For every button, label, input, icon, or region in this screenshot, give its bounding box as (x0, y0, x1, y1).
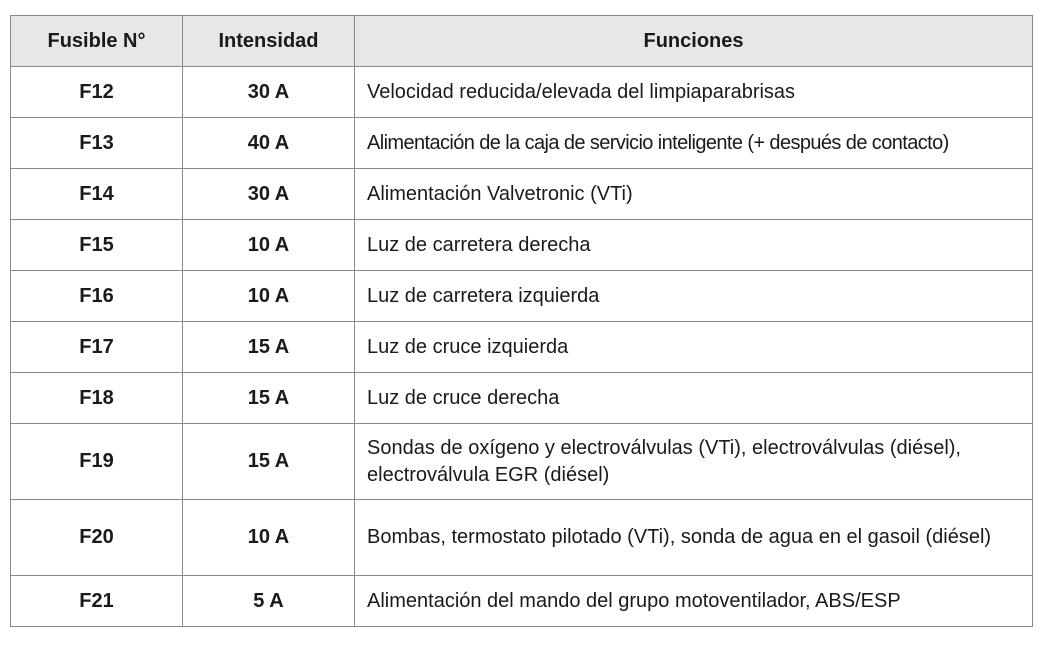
table-row (11, 169, 1033, 220)
amperage-cell: 40 A (183, 118, 355, 169)
amperage-cell: 30 A (183, 67, 355, 118)
fuse-number-cell: F12 (11, 67, 183, 118)
amperage-cell: 10 A (183, 220, 355, 271)
function-cell: Velocidad reducida/elevada del limpiaparabrisas (355, 67, 1033, 118)
function-cell: Luz de cruce derecha (355, 373, 1033, 424)
table-row (11, 576, 1033, 627)
header-amperage: Intensidad (183, 16, 355, 67)
fuse-number-cell: F16 (11, 271, 183, 322)
amperage-cell: 15 A (183, 322, 355, 373)
amperage-cell: 10 A (183, 271, 355, 322)
table-row (11, 271, 1033, 322)
fuse-number-cell: F14 (11, 169, 183, 220)
table-row (11, 373, 1033, 424)
fuse-number-cell: F15 (11, 220, 183, 271)
function-cell: Sondas de oxígeno y electroválvulas (VTi), electroválvulas (diésel), electroválvula EGR (diésel) (355, 424, 1033, 500)
table-row (11, 322, 1033, 373)
function-cell: Alimentación de la caja de servicio inteligente (+ después de contacto) (355, 118, 1033, 169)
header-row (11, 16, 1033, 67)
amperage-cell: 30 A (183, 169, 355, 220)
fuse-number-cell: F18 (11, 373, 183, 424)
amperage-cell: 15 A (183, 424, 355, 500)
fuse-number-cell: F17 (11, 322, 183, 373)
table-row (11, 118, 1033, 169)
amperage-cell: 10 A (183, 500, 355, 576)
table-row (11, 67, 1033, 118)
table-row (11, 500, 1033, 576)
function-cell: Bombas, termostato pilotado (VTi), sonda de agua en el gasoil (diésel) (355, 500, 1033, 576)
fuse-number-cell: F20 (11, 500, 183, 576)
function-cell: Luz de cruce izquierda (355, 322, 1033, 373)
function-cell: Luz de carretera derecha (355, 220, 1033, 271)
fuse-number-cell: F21 (11, 576, 183, 627)
fuse-table (10, 15, 1033, 627)
fuse-number-cell: F13 (11, 118, 183, 169)
function-cell: Alimentación Valvetronic (VTi) (355, 169, 1033, 220)
header-functions: Funciones (355, 16, 1033, 67)
function-cell: Alimentación del mando del grupo motoventilador, ABS/ESP (355, 576, 1033, 627)
table-row (11, 220, 1033, 271)
header-fuse-number: Fusible N° (11, 16, 183, 67)
amperage-cell: 15 A (183, 373, 355, 424)
fuse-number-cell: F19 (11, 424, 183, 500)
amperage-cell: 5 A (183, 576, 355, 627)
function-cell: Luz de carretera izquierda (355, 271, 1033, 322)
table-row (11, 424, 1033, 500)
